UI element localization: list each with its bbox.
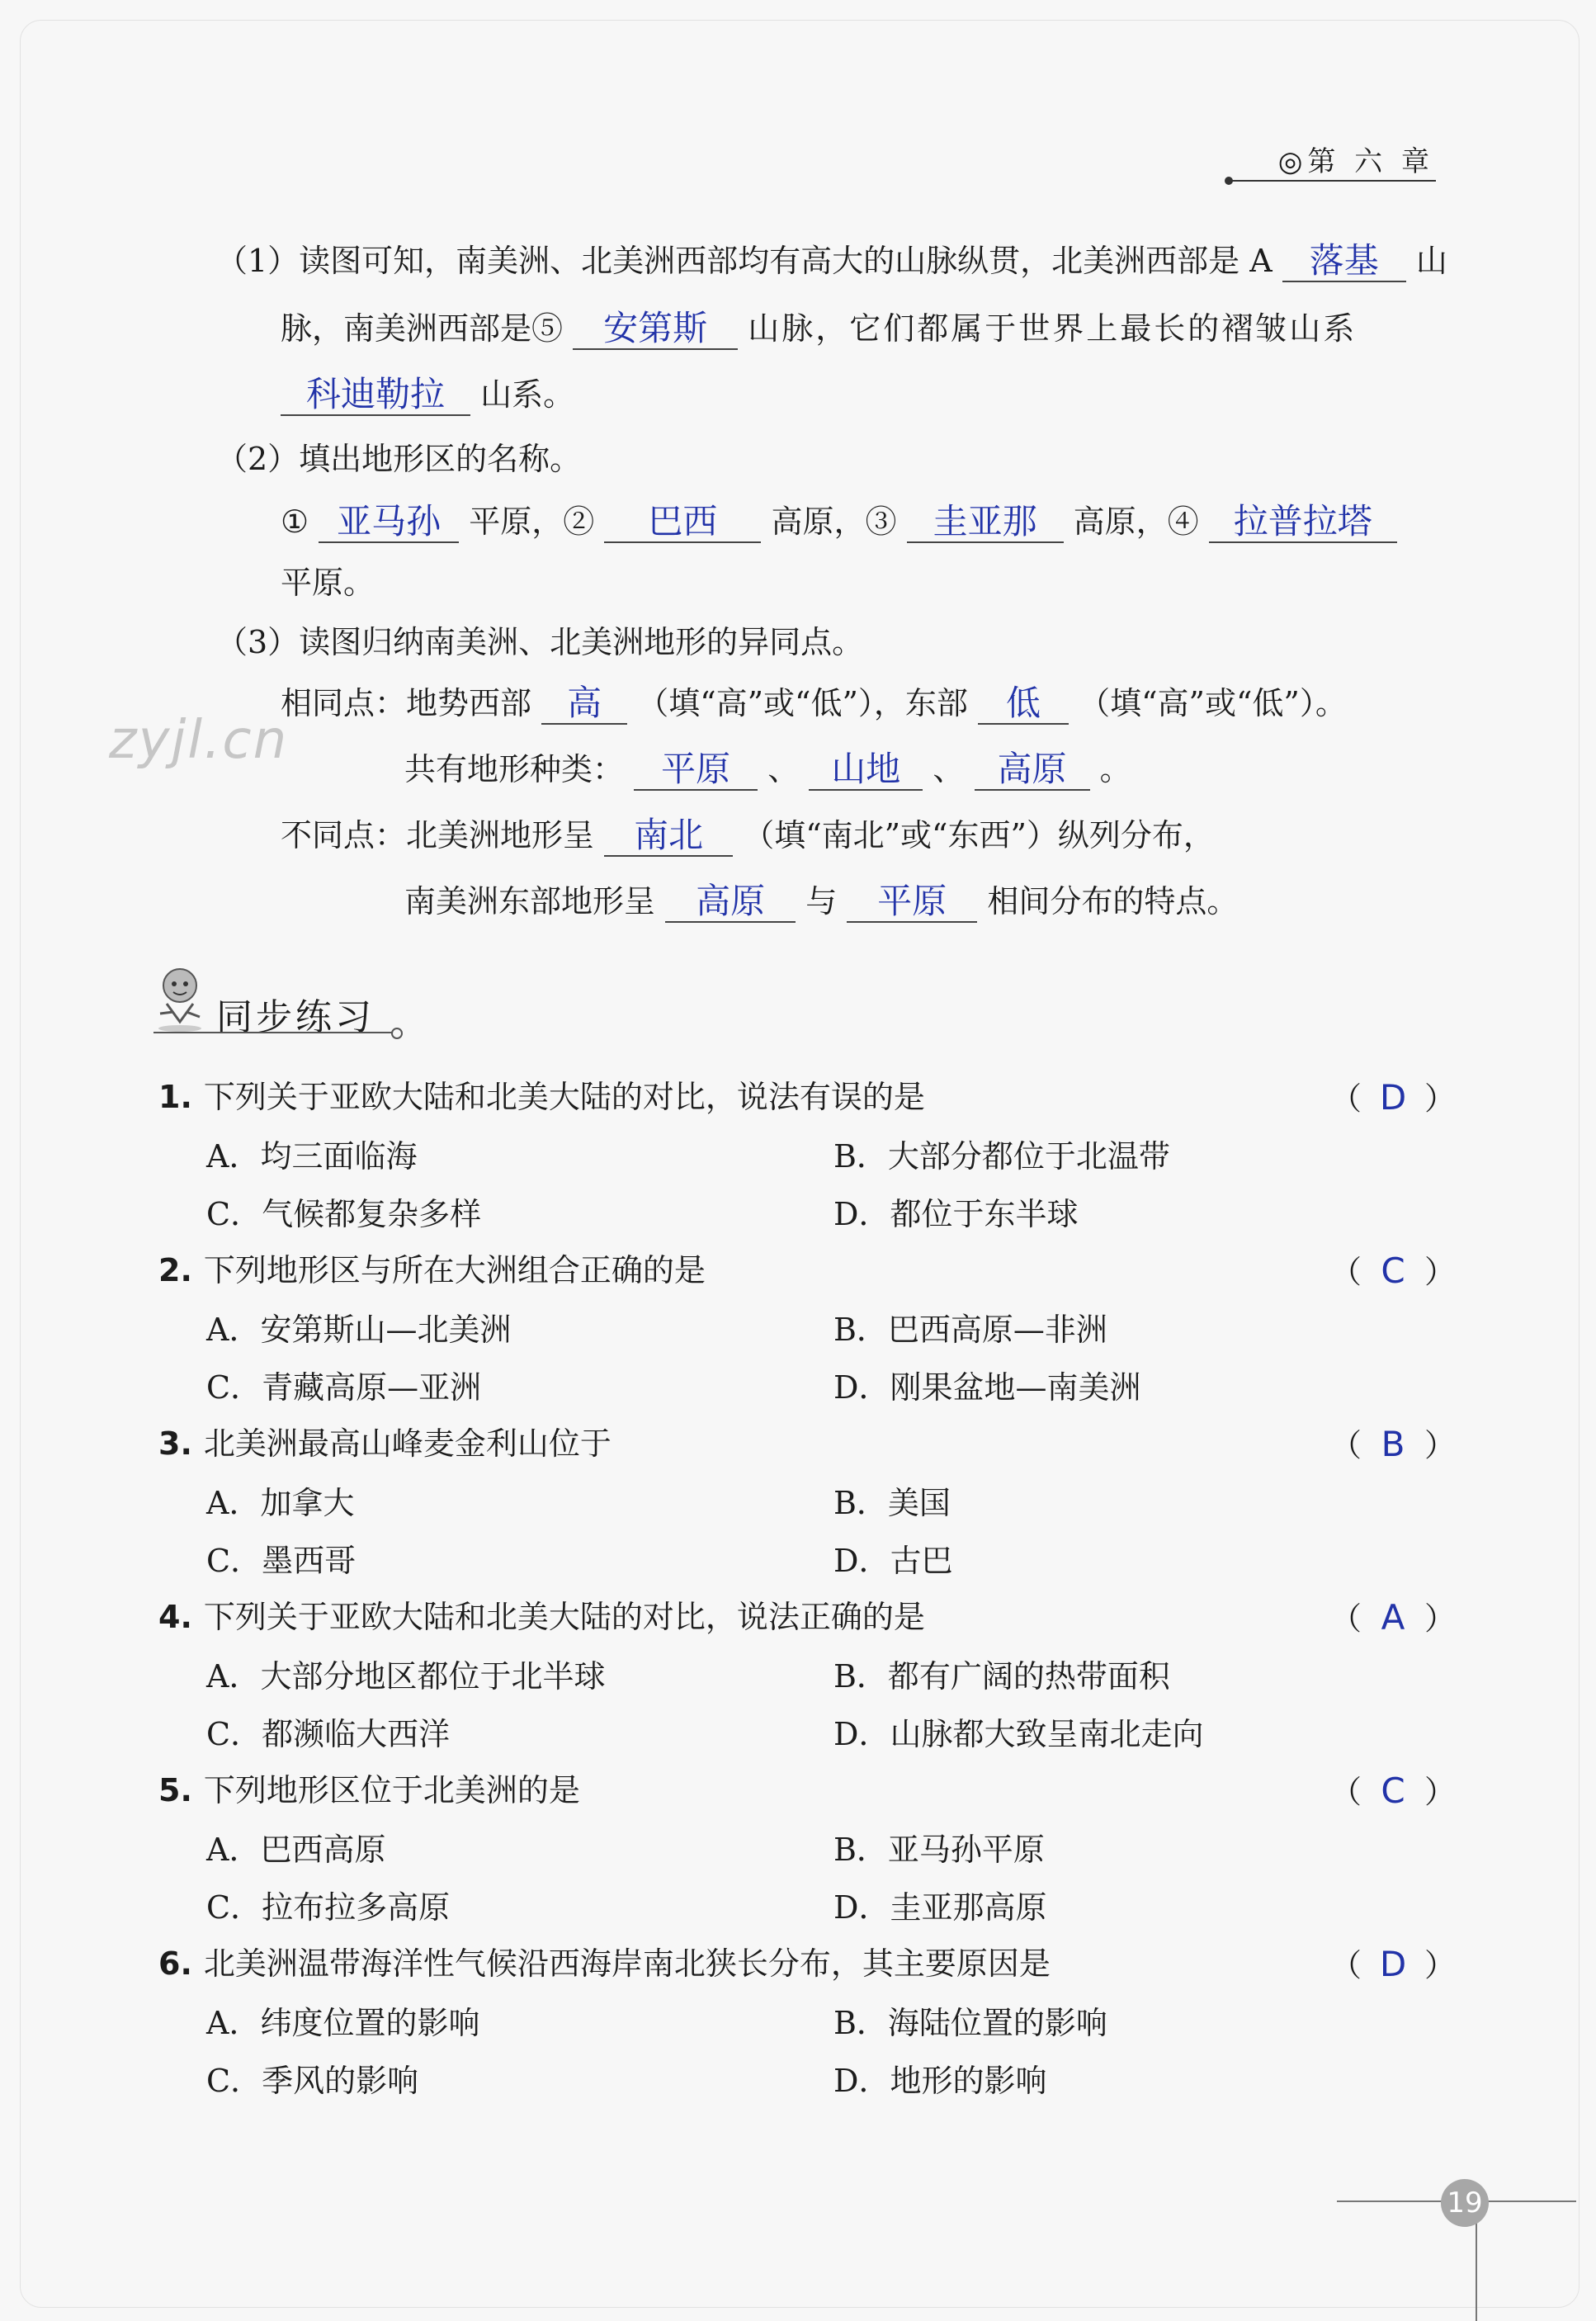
option-6b: B．海陆位置的影响 xyxy=(833,2005,1107,2041)
answer-2 xyxy=(1330,1246,1456,1292)
option-4b: B．都有广阔的热带面积 xyxy=(833,1658,1170,1695)
part1-text: 山系。 xyxy=(480,376,575,413)
option-5d: D．圭亚那高原 xyxy=(833,1889,1047,1926)
answer-blank-east-low: 低 xyxy=(978,683,1069,725)
answer-blank-laplata: 拉普拉塔 xyxy=(1209,502,1397,543)
answer-letter: A xyxy=(1381,1597,1405,1638)
part2-text: 高原，③ xyxy=(771,503,897,540)
answer-letter: D xyxy=(1379,1077,1407,1118)
part2-text: 平原，② xyxy=(469,503,595,540)
answer-blank-west-high: 高 xyxy=(541,683,627,725)
part3-text: 不同点：北美洲地形呈 xyxy=(281,817,595,853)
answer-blank-plateau2: 高原 xyxy=(665,882,796,923)
answer-blank-amazon: 亚马孙 xyxy=(319,502,459,543)
section-rule xyxy=(153,1032,394,1033)
part1-text: 脉，南美洲西部是⑤ xyxy=(281,310,564,347)
question-text: 北美洲温带海洋性气候沿西海岸南北狭长分布，其主要原因是 xyxy=(203,1945,1051,1982)
answer-blank-plain2: 平原 xyxy=(847,882,977,923)
paren-close: ） xyxy=(1424,1947,1457,1983)
paren-open: （ xyxy=(1330,1254,1362,1290)
part3-line1: （3）读图归纳南美洲、北美洲地形的异同点。 xyxy=(216,624,864,660)
paren-close: ） xyxy=(1424,1774,1457,1810)
part1-line3 xyxy=(281,373,574,416)
option-2b: B．巴西高原—非洲 xyxy=(833,1312,1107,1348)
answer-4 xyxy=(1330,1593,1456,1638)
option-1a: A．均三面临海 xyxy=(206,1138,418,1175)
part3-text: 相间分布的特点。 xyxy=(987,883,1239,919)
answer-letter: C xyxy=(1381,1250,1405,1291)
option-2a: A．安第斯山—北美洲 xyxy=(206,1312,512,1348)
option-3a: A．加拿大 xyxy=(206,1485,355,1521)
part3-text: 南美洲东部地形呈 xyxy=(404,883,656,919)
answer-blank-guiana: 圭亚那 xyxy=(907,502,1064,543)
question-2 xyxy=(158,1245,706,1290)
part3-text: （填“高”或“低”），东部 xyxy=(637,685,968,721)
part2-text: 高原，④ xyxy=(1073,503,1199,540)
answer-letter: B xyxy=(1381,1424,1405,1464)
page-number-vertical-rule xyxy=(1476,2220,1477,2321)
option-1d: D．都位于东半球 xyxy=(833,1196,1079,1232)
paren-close: ） xyxy=(1424,1427,1457,1463)
part1-line1 xyxy=(216,239,1447,282)
part2-line3: 平原。 xyxy=(281,565,375,601)
part3-text: 。 xyxy=(1099,751,1131,787)
answer-blank-brazil: 巴西 xyxy=(604,502,761,543)
part3-text: 、 xyxy=(767,751,800,787)
part2-line1: （2）填出地形区的名称。 xyxy=(216,441,582,477)
option-6a: A．纬度位置的影响 xyxy=(206,2005,480,2041)
question-number: 3. xyxy=(158,1425,192,1462)
mascot-icon xyxy=(149,962,211,1033)
question-number: 6. xyxy=(158,1945,192,1982)
question-6 xyxy=(158,1938,1051,1983)
question-text: 下列地形区与所在大洲组合正确的是 xyxy=(203,1252,706,1288)
answer-letter: D xyxy=(1379,1944,1407,1984)
part3-text: 共有地形种类： xyxy=(404,751,625,787)
part1-text: （1）读图可知，南美洲、北美洲西部均有高大的山脉纵贯，北美洲西部是 A xyxy=(216,243,1273,279)
option-3d: D．古巴 xyxy=(833,1543,953,1579)
option-5c: C．拉布拉多高原 xyxy=(206,1889,451,1926)
paren-open: （ xyxy=(1330,1774,1362,1810)
part3-diff2 xyxy=(404,880,1238,923)
option-5a: A．巴西高原 xyxy=(206,1832,386,1868)
answer-blank-luoji: 落基 xyxy=(1282,241,1406,282)
part3-text: （填“南北”或“东西”）纵列分布， xyxy=(743,817,1215,853)
option-4c: C．都濒临大西洋 xyxy=(206,1716,451,1752)
part3-text: （填“高”或“低”）。 xyxy=(1079,685,1347,721)
answer-blank-andes: 安第斯 xyxy=(573,309,738,350)
part3-same xyxy=(281,682,1347,725)
option-3c: C．墨西哥 xyxy=(206,1543,357,1579)
question-text: 北美洲最高山峰麦金利山位于 xyxy=(203,1425,611,1462)
page-number: 19 xyxy=(1441,2179,1489,2227)
answer-letter: C xyxy=(1381,1770,1405,1811)
answer-6 xyxy=(1330,1940,1456,1985)
paren-close: ） xyxy=(1424,1254,1457,1290)
option-6d: D．地形的影响 xyxy=(833,2063,1047,2099)
circled-1: ① xyxy=(281,503,309,540)
option-1c: C．气候都复杂多样 xyxy=(206,1196,482,1232)
option-2d: D．刚果盆地—南美洲 xyxy=(833,1369,1141,1406)
question-text: 下列关于亚欧大陆和北美大陆的对比，说法有误的是 xyxy=(203,1079,925,1115)
question-number: 5. xyxy=(158,1772,192,1808)
section-title: 同步练习 xyxy=(216,996,375,1038)
paren-open: （ xyxy=(1330,1600,1362,1637)
part1-text: 山脉，它们都属于世界上最长的褶皱山系 xyxy=(748,310,1358,347)
watermark: zyjl.cn xyxy=(109,710,289,771)
option-3b: B．美国 xyxy=(833,1485,951,1521)
option-2c: C．青藏高原—亚洲 xyxy=(206,1369,482,1406)
option-1b: B．大部分都位于北温带 xyxy=(833,1138,1170,1175)
question-text: 下列地形区位于北美洲的是 xyxy=(203,1772,580,1808)
option-4a: A．大部分地区都位于北半球 xyxy=(206,1658,606,1695)
part3-common xyxy=(404,748,1131,791)
header-rule xyxy=(1228,180,1436,182)
part3-text: 、 xyxy=(933,751,965,787)
option-4d: D．山脉都大致呈南北走向 xyxy=(833,1716,1204,1752)
question-number: 4. xyxy=(158,1599,192,1635)
header-dot xyxy=(1225,177,1233,185)
paren-open: （ xyxy=(1330,1947,1362,1983)
question-text: 下列关于亚欧大陆和北美大陆的对比，说法正确的是 xyxy=(203,1599,925,1635)
part1-line2 xyxy=(281,307,1357,350)
section-dot xyxy=(391,1028,403,1039)
answer-5 xyxy=(1330,1766,1456,1812)
question-1 xyxy=(158,1071,925,1117)
part3-text: 相同点：地势西部 xyxy=(281,685,532,721)
answer-blank-north-south: 南北 xyxy=(604,815,733,857)
question-3 xyxy=(158,1418,611,1463)
option-6c: C．季风的影响 xyxy=(206,2063,419,2099)
answer-1 xyxy=(1330,1073,1456,1118)
paren-open: （ xyxy=(1330,1427,1362,1463)
paren-close: ） xyxy=(1424,1600,1457,1637)
answer-blank-mountain: 山地 xyxy=(809,749,923,791)
paren-close: ） xyxy=(1424,1080,1457,1117)
part3-diff xyxy=(281,814,1215,857)
question-5 xyxy=(158,1765,580,1810)
part1-text: 山 xyxy=(1415,243,1447,279)
part2-line2 xyxy=(281,500,1397,543)
chapter-header: ◎第 六 章 xyxy=(1277,145,1434,178)
question-4 xyxy=(158,1591,925,1637)
paren-open: （ xyxy=(1330,1080,1362,1117)
option-5b: B．亚马孙平原 xyxy=(833,1832,1045,1868)
answer-blank-cordillera: 科迪勒拉 xyxy=(281,375,470,416)
part3-text: 与 xyxy=(805,883,838,919)
answer-blank-plateau: 高原 xyxy=(975,749,1090,791)
question-number: 1. xyxy=(158,1079,192,1115)
answer-3 xyxy=(1330,1420,1456,1465)
question-number: 2. xyxy=(158,1252,192,1288)
answer-blank-plain: 平原 xyxy=(634,749,758,791)
